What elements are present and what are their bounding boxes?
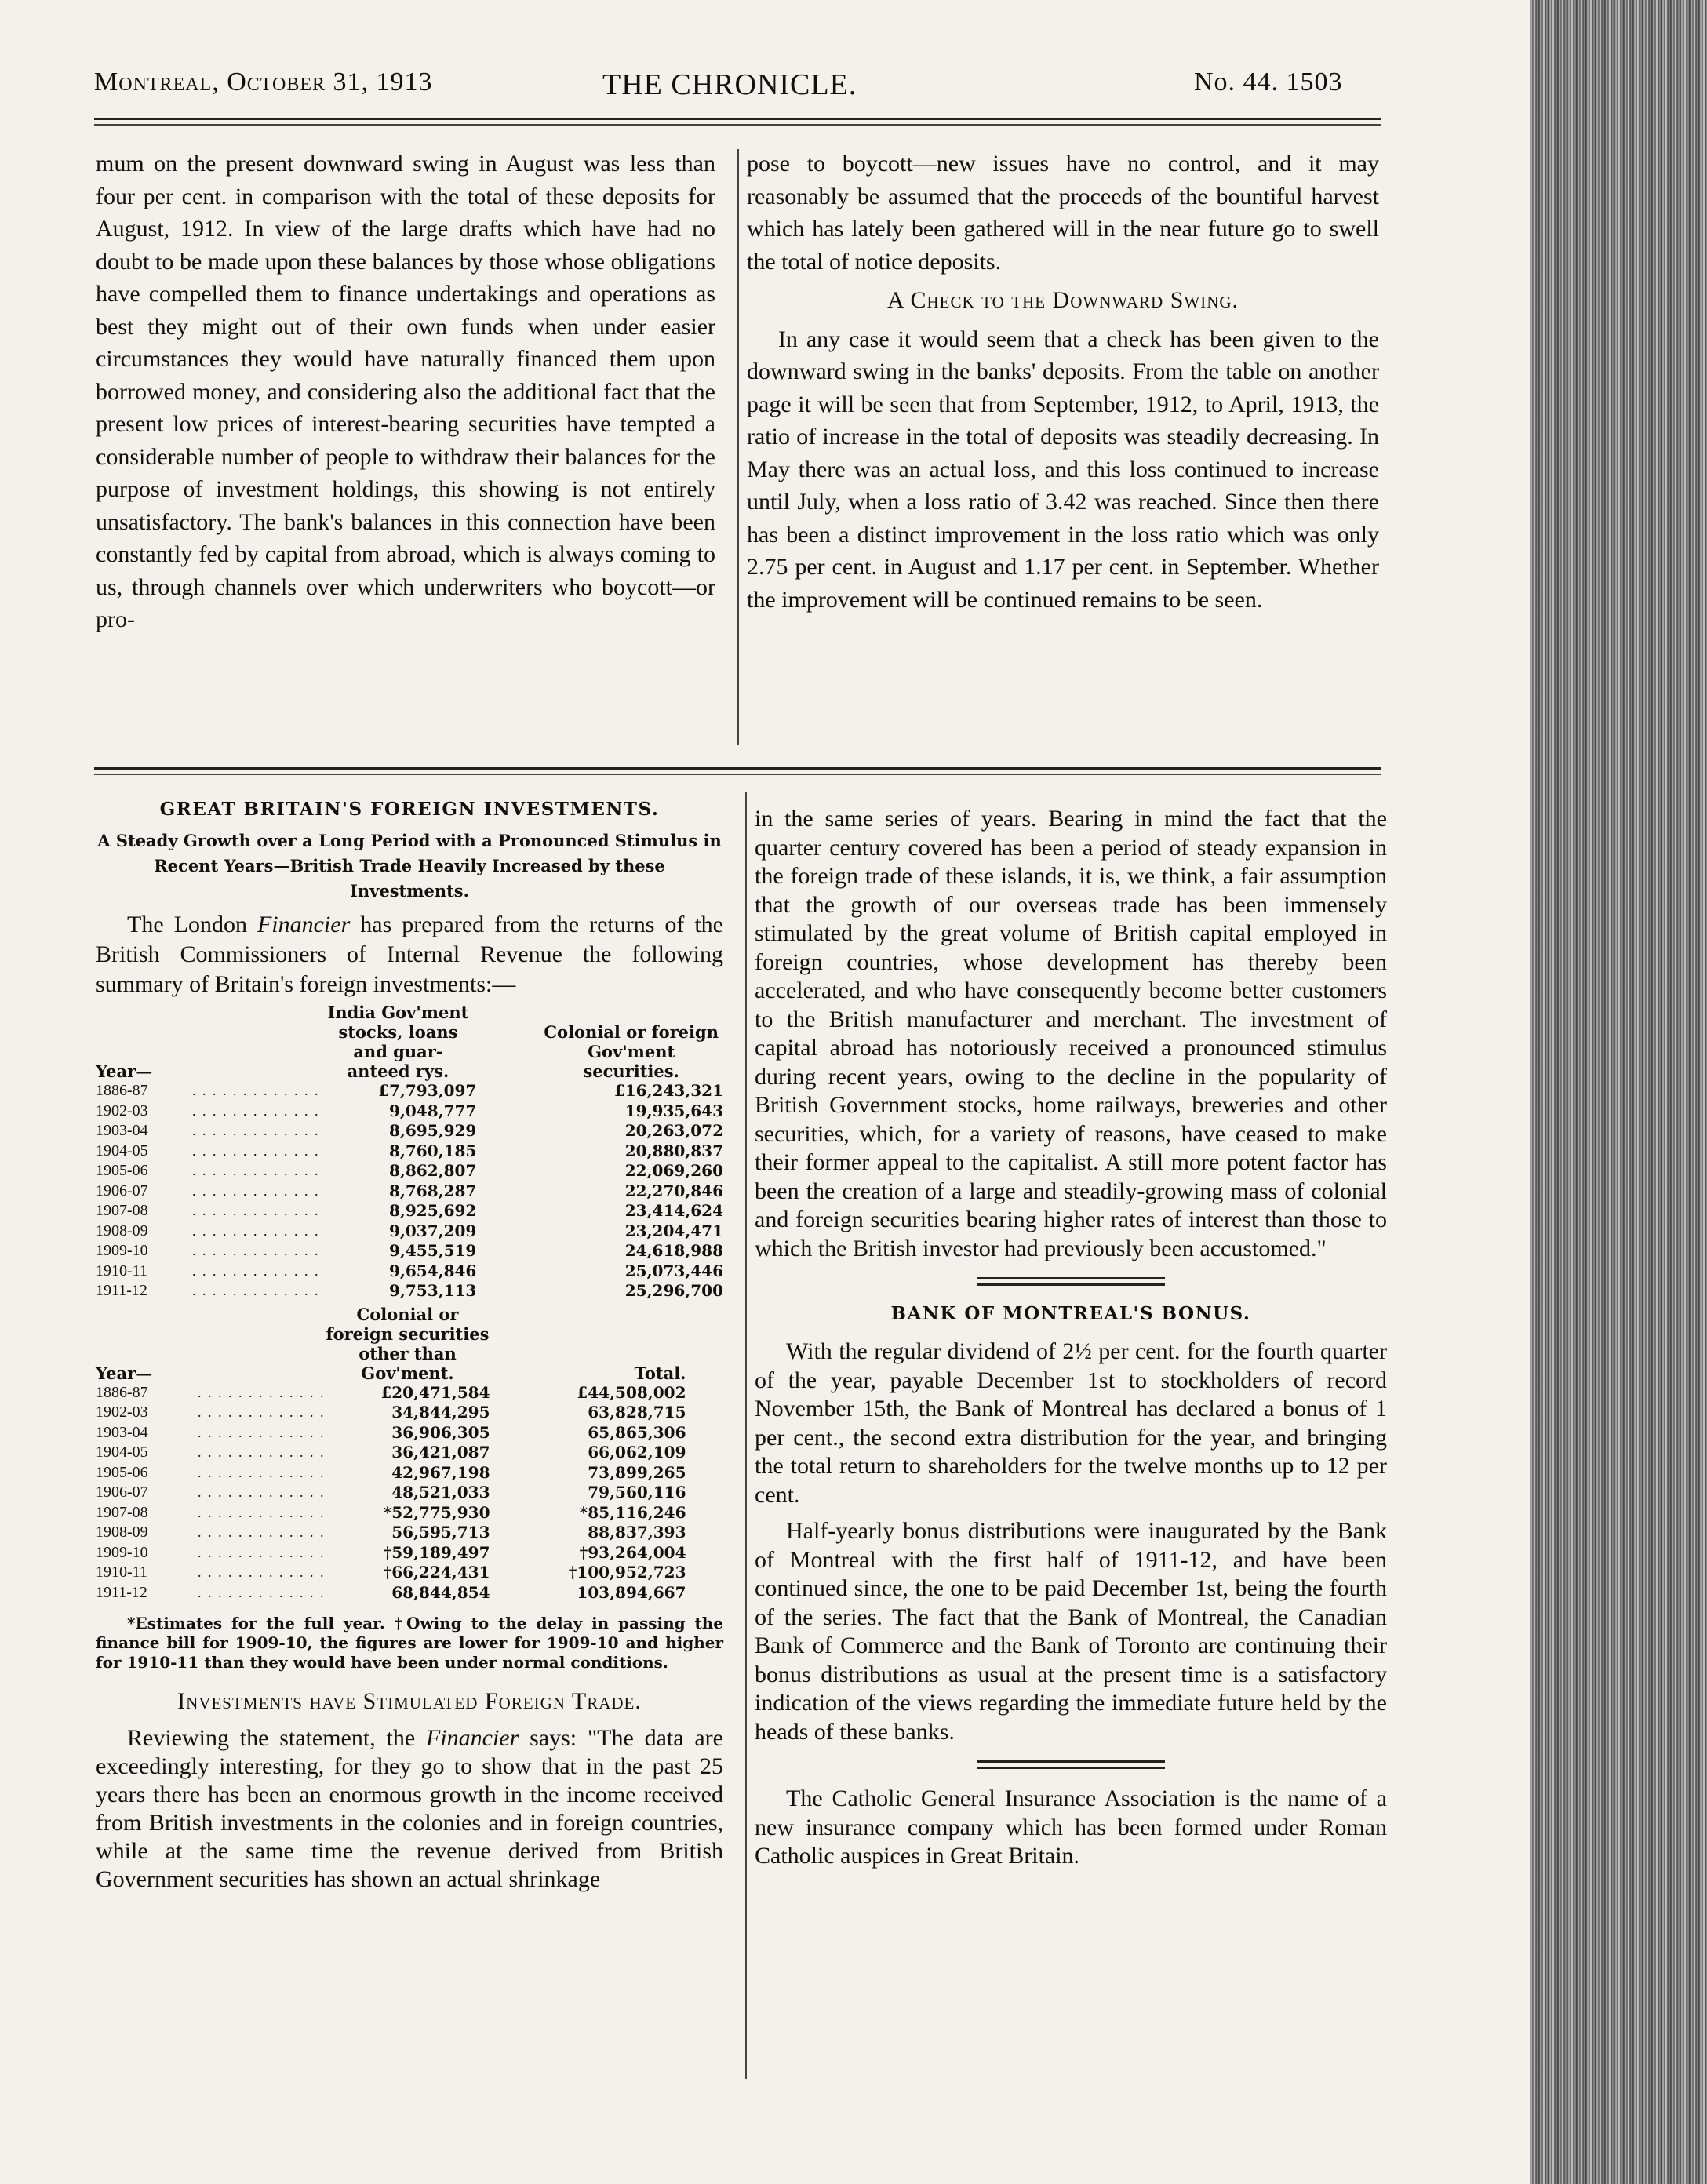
table2-year-header: Year— <box>96 1363 153 1383</box>
leader-dots: . . . . . . . . . . . . . <box>198 1404 326 1420</box>
year-cell: 1903-04 <box>96 1423 148 1441</box>
table2-row <box>96 1583 686 1603</box>
value-cell: †66,224,431 <box>383 1563 490 1582</box>
value-cell: 56,595,713 <box>391 1523 490 1542</box>
value-cell: 103,894,667 <box>577 1582 686 1602</box>
table1-row <box>96 1281 723 1301</box>
leader-dots: . . . . . . . . . . . . . <box>192 1283 320 1298</box>
value-cell: †59,189,497 <box>383 1542 490 1562</box>
table1-row <box>96 1241 723 1261</box>
value-cell: 9,037,209 <box>388 1221 477 1240</box>
top-left-paragraph: mum on the present downward swing in August was less than four per cent. in comparison with the total of these deposits for August, 1912. In view of the large drafts which have had no doubt to be made upon these balances by those whose obligations have compelled them to finance undertakings and operations as best they might out of their own funds when under easier circumstances they would have naturally financed them upon borrowed money, and considering also the additional fact that the present low prices of interest-bearing securities have tempted a considerable number of people to withdraw their balances for the purpose of investment holdings, this showing is not entirely unsatisfactory. The bank's balances in this connection have been constantly fed by capital from abroad, which is always coming to us, through channels over which underwriters who boycott—or pro- <box>96 151 715 632</box>
leader-dots: . . . . . . . . . . . . . <box>198 1584 326 1600</box>
value-cell: 20,263,072 <box>624 1121 723 1140</box>
bank-montreal-paragraph-1: With the regular dividend of 2½ per cent. for the fourth quarter of the year, payable December 1st to stockholders of record November 15th, the Bank of Montreal has declared a bonus of 1 per cent., the second extra distribution for the year, and bringing the total return to shareholders for the twelve months up to 12 per cent. <box>755 1338 1387 1508</box>
table-footnote: *Estimates for the full year. †Owing to the delay in passing the finance bill for 1909-10, the figures are lower for 1909-10 and higher for 1910-11 than they would have been under normal conditions. <box>96 1614 723 1672</box>
year-cell: 1911-12 <box>96 1282 147 1299</box>
investments-intro: The London Financier has prepared from the returns of the British Commissioners of Internal Revenue the following summary of Britain's foreign investments:— <box>96 912 723 997</box>
header-rule <box>94 118 1381 120</box>
value-cell: 79,560,116 <box>588 1483 686 1502</box>
table1-row <box>96 1101 723 1122</box>
table1-row <box>96 1261 723 1282</box>
leader-dots: . . . . . . . . . . . . . <box>198 1484 326 1500</box>
header-issue-number: No. 44. 1503 <box>1194 67 1343 96</box>
header-rule-thin <box>94 124 1381 126</box>
year-cell: 1904-05 <box>96 1141 148 1159</box>
value-cell: 48,521,033 <box>391 1483 490 1502</box>
year-cell: 1907-08 <box>96 1202 148 1219</box>
section-heading-stimulated: Investments have Stimulated Foreign Trade. <box>177 1688 642 1714</box>
year-cell: 1907-08 <box>96 1503 148 1521</box>
bank-montreal-paragraph-2: Half-yearly bonus distributions were inaugurated by the Bank of Montreal with the first half of 1911-12, and have been continued since, the one to be paid December 1st, being the fourth of the series. The fact that the Bank of Montreal, the Canadian Bank of Commerce and the Bank of Toronto are continuing their bonus distributions as usual at the present time is a satisfactory indication of the views regarding the immediate future held by the heads of these banks. <box>755 1518 1387 1745</box>
year-cell: 1908-09 <box>96 1523 148 1541</box>
year-cell: 1886-87 <box>96 1082 148 1099</box>
value-cell: 8,760,185 <box>388 1141 477 1160</box>
table1-row <box>96 1181 723 1202</box>
table2-row <box>96 1523 686 1543</box>
value-cell: 22,270,846 <box>624 1181 723 1200</box>
article-title-investments: GREAT BRITAIN'S FOREIGN INVESTMENTS. <box>159 799 660 820</box>
year-cell: 1905-06 <box>96 1162 148 1179</box>
year-cell: 1902-03 <box>96 1101 148 1119</box>
value-cell: 34,844,295 <box>391 1403 490 1421</box>
top-right-column <box>747 147 1379 616</box>
table1-row <box>96 1141 723 1162</box>
leader-dots: . . . . . . . . . . . . . <box>198 1424 326 1440</box>
value-cell: 8,768,287 <box>388 1181 477 1200</box>
table2-row <box>96 1383 686 1403</box>
year-cell: 1906-07 <box>96 1483 148 1501</box>
value-cell: 9,455,519 <box>388 1241 477 1260</box>
bottom-right-column <box>755 805 1387 1871</box>
leader-dots: . . . . . . . . . . . . . <box>192 1262 320 1279</box>
leader-dots: . . . . . . . . . . . . . <box>192 1182 320 1199</box>
value-cell: *52,775,930 <box>383 1502 490 1522</box>
ornamental-rule-2 <box>977 1760 1165 1769</box>
year-cell: 1902-03 <box>96 1403 148 1421</box>
leader-dots: . . . . . . . . . . . . . <box>198 1524 326 1540</box>
year-cell: 1910-11 <box>96 1261 147 1279</box>
value-cell: 24,618,988 <box>624 1241 723 1260</box>
year-cell: 1906-07 <box>96 1181 148 1199</box>
table2-row <box>96 1423 686 1443</box>
investments-article <box>96 797 723 1894</box>
table1-row <box>96 1161 723 1181</box>
year-cell: 1903-04 <box>96 1122 148 1139</box>
leader-dots: . . . . . . . . . . . . . <box>192 1142 320 1159</box>
value-cell: 9,048,777 <box>388 1101 477 1120</box>
article-title-bank-montreal: BANK OF MONTREAL'S BONUS. <box>890 1303 1251 1324</box>
investments-table-2 <box>96 1305 686 1603</box>
article-subtitle-investments: A Steady Growth over a Long Period with a Pronounced Stimulus in Recent Years—British Trade Heavily Increased by these Investments. <box>97 831 722 901</box>
value-cell: 68,844,854 <box>391 1582 490 1602</box>
value-cell: 25,073,446 <box>624 1261 723 1280</box>
year-cell: 1910-11 <box>96 1563 147 1581</box>
section-rule-thin <box>94 774 1381 775</box>
value-cell: 9,753,113 <box>388 1281 477 1300</box>
table2-row <box>96 1463 686 1483</box>
value-cell: 63,828,715 <box>588 1403 686 1421</box>
leader-dots: . . . . . . . . . . . . . <box>192 1163 320 1178</box>
value-cell: 25,296,700 <box>624 1281 723 1300</box>
financier-emphasis-2: Financier <box>425 1724 519 1751</box>
value-cell: £44,508,002 <box>577 1382 686 1402</box>
value-cell: 42,967,198 <box>391 1462 490 1482</box>
column-divider-top <box>737 149 739 745</box>
table2-row <box>96 1503 686 1523</box>
table1-year-header: Year— <box>96 1061 153 1081</box>
financier-emphasis: Financier <box>257 912 351 937</box>
top-left-column <box>96 147 715 636</box>
value-cell: 65,865,306 <box>588 1422 686 1442</box>
ornamental-rule <box>977 1277 1165 1286</box>
value-cell: *85,116,246 <box>579 1502 686 1522</box>
book-page-edges <box>1530 0 1707 2184</box>
leader-dots: . . . . . . . . . . . . . <box>198 1464 326 1480</box>
header-masthead: THE CHRONICLE. <box>602 68 857 101</box>
value-cell: 20,880,837 <box>624 1141 723 1160</box>
table1-colonial-header: Colonial or foreign Gov'ment securities. <box>544 1022 719 1081</box>
value-cell: †100,952,723 <box>568 1563 686 1582</box>
leader-dots: . . . . . . . . . . . . . <box>198 1504 326 1520</box>
table1-row <box>96 1121 723 1141</box>
investments-table-1 <box>96 1003 723 1301</box>
investments-review: Reviewing the statement, the Financier says: "The data are exceedingly interesting, for they go to show that in the past 25 years there has been an enormous growth in the income received from British investments in the colonies and in foreign countries, while at the same time the revenue derived from British Government securities has shown an actual shrinkage <box>96 1724 723 1892</box>
section-heading-check: A Check to the Downward Swing. <box>886 287 1239 313</box>
value-cell: 9,654,846 <box>388 1261 477 1280</box>
table2-row <box>96 1443 686 1463</box>
value-cell: 88,837,393 <box>588 1523 686 1542</box>
leader-dots: . . . . . . . . . . . . . <box>198 1544 326 1560</box>
table2-other-header: Colonial or foreign securities other than Gov'ment. <box>326 1304 490 1383</box>
table2-row <box>96 1563 686 1583</box>
value-cell: 19,935,643 <box>624 1101 723 1120</box>
table2-total-header: Total. <box>634 1363 686 1383</box>
leader-dots: . . . . . . . . . . . . . <box>192 1083 320 1098</box>
leader-dots: . . . . . . . . . . . . . <box>192 1222 320 1239</box>
value-cell: 36,906,305 <box>391 1422 490 1442</box>
investments-continued: in the same series of years. Bearing in mind the fact that the quarter century covered has been a period of steady expansion in the foreign trade of these islands, it is, we think, a fair assumption that the growth of our overseas trade has been immensely stimulated by the great volume of British capital employed in foreign countries, whose development has thereby been accelerated, and who have consequently become better customers to the British manufacturer and merchant. The investment of capital abroad has notoriously received a pronounced stimulus during recent years, owing to the decline in the popularity of British Government stocks, home railways, breweries and other securities, which, for a variety of reasons, have ceased to make their former appeal to the capitalist. A still more potent factor has been the creation of a large and steadily-growing mass of colonial and foreign securities bearing higher rates of interest than those to which the British investor had previously been accustomed." <box>755 806 1387 1261</box>
year-cell: 1909-10 <box>96 1543 148 1561</box>
table1-row <box>96 1081 723 1101</box>
value-cell: 8,695,929 <box>388 1121 477 1140</box>
table1-row <box>96 1201 723 1221</box>
leader-dots: . . . . . . . . . . . . . <box>198 1564 326 1580</box>
year-cell: 1904-05 <box>96 1443 148 1461</box>
value-cell: £7,793,097 <box>378 1081 477 1100</box>
value-cell: 66,062,109 <box>588 1443 686 1461</box>
leader-dots: . . . . . . . . . . . . . <box>192 1123 320 1138</box>
section-rule <box>94 767 1381 770</box>
value-cell: £16,243,321 <box>613 1081 723 1100</box>
year-cell: 1911-12 <box>96 1583 147 1601</box>
column-divider-bottom <box>745 792 747 2079</box>
value-cell: £20,471,584 <box>380 1382 490 1402</box>
top-right-paragraph-1: pose to boycott—new issues have no control, and it may reasonably be assumed that the proceeds of the bountiful harvest which has lately been gathered will in the near future go to swell the total of notice deposits. <box>747 151 1379 275</box>
year-cell: 1909-10 <box>96 1242 148 1259</box>
leader-dots: . . . . . . . . . . . . . <box>192 1203 320 1218</box>
year-cell: 1905-06 <box>96 1463 148 1481</box>
table2-row <box>96 1543 686 1563</box>
year-cell: 1908-09 <box>96 1221 148 1239</box>
value-cell: †93,264,004 <box>579 1542 686 1562</box>
table2-row <box>96 1483 686 1503</box>
table1-india-header: India Gov'ment stocks, loans and guar- anteed rys. <box>327 1003 469 1081</box>
leader-dots: . . . . . . . . . . . . . <box>192 1243 320 1258</box>
value-cell: 8,925,692 <box>388 1201 477 1220</box>
top-right-paragraph-2: In any case it would seem that a check has been given to the downward swing in the banks' deposits. From the table on another page it will be seen that from September, 1912, to April, 1913, the ratio of increase in the total of deposits was steadily decreasing. In May there was an actual loss, and this loss continued to increase until July, when a loss ratio of 3.42 was reached. Since then there has been a distinct improvement in the loss ratio which was only 2.75 per cent. in August and 1.17 per cent. in September. Whether the improvement will be continued remains to be seen. <box>747 326 1379 613</box>
catholic-insurance-paragraph: The Catholic General Insurance Association is the name of a new insurance company which has been formed under Roman Catholic auspices in Great Britain. <box>755 1785 1387 1869</box>
leader-dots: . . . . . . . . . . . . . <box>198 1384 326 1400</box>
value-cell: 73,899,265 <box>588 1462 686 1482</box>
value-cell: 23,414,624 <box>624 1201 723 1220</box>
value-cell: 36,421,087 <box>391 1443 490 1461</box>
value-cell: 22,069,260 <box>624 1161 723 1180</box>
value-cell: 8,862,807 <box>388 1161 477 1180</box>
leader-dots: . . . . . . . . . . . . . <box>198 1444 326 1460</box>
leader-dots: . . . . . . . . . . . . . <box>192 1102 320 1119</box>
value-cell: 23,204,471 <box>624 1221 723 1240</box>
year-cell: 1886-87 <box>96 1383 148 1401</box>
table2-row <box>96 1403 686 1423</box>
table1-row <box>96 1221 723 1242</box>
header-dateline: Montreal, October 31, 1913 <box>94 67 433 96</box>
